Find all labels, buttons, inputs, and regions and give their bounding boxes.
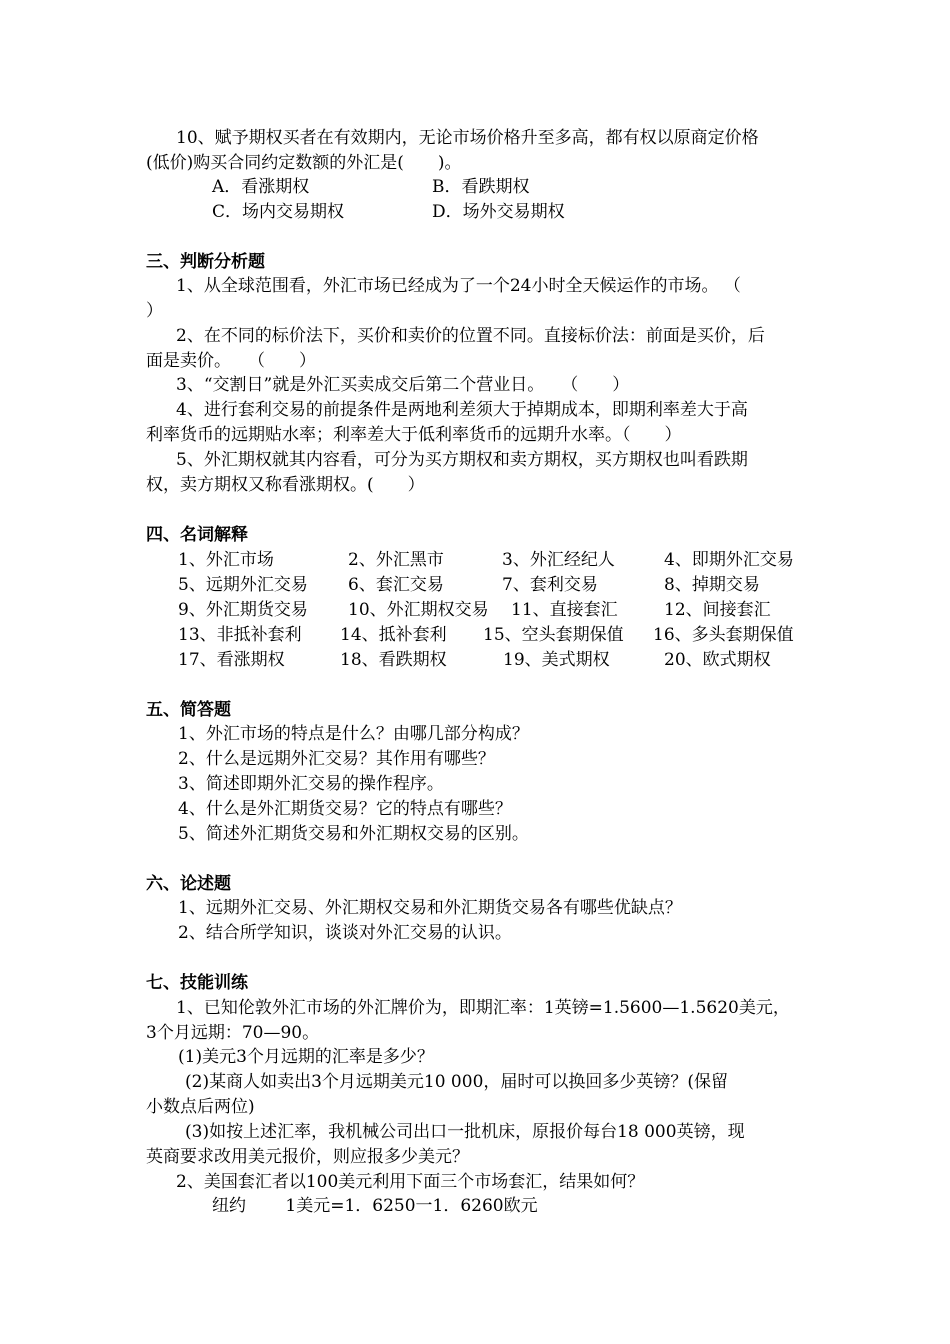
q10-line-2: (低价)购买合同约定数额的外汇是( )。 (146, 153, 462, 173)
s7-p1-line-1: 1、已知伦敦外汇市场的外汇牌价为，即期汇率：1英镑=1.5600—1.5620美元， (176, 998, 790, 1018)
s3-q2-line-2: 面是卖价。 （ ） (146, 351, 316, 371)
s3-q5-line-1: 5、外汇期权就其内容看，可分为买方期权和卖方期权，买方期权也叫看跌期 (176, 450, 748, 470)
term-item: 9、外汇期货交易 (178, 600, 308, 620)
term-item: 4、即期外汇交易 (664, 550, 794, 570)
s5-item-5: 5、简述外汇期货交易和外汇期权交易的区别。 (178, 824, 529, 844)
term-item: 14、抵补套利 (340, 625, 447, 645)
term-item: 16、多头套期保值 (653, 625, 794, 645)
term-item: 6、套汇交易 (348, 575, 444, 595)
s3-q3: 3、“交割日”就是外汇买卖成交后第二个营业日。 （ ） (176, 375, 630, 395)
s7-p1-q1: (1)美元3个月远期的汇率是多少？ (178, 1047, 434, 1067)
term-item: 8、掉期交易 (664, 575, 760, 595)
term-item: 3、外汇经纪人 (502, 550, 615, 570)
section-4-title: 四、名词解释 (146, 525, 248, 545)
term-item: 19、美式期权 (503, 650, 610, 670)
s7-p1-q3-line-1: (3)如按上述汇率，我机械公司出口一批机床，原报价每台18 000英镑，现 (185, 1122, 745, 1142)
term-item: 7、套利交易 (502, 575, 598, 595)
term-item: 17、看涨期权 (178, 650, 285, 670)
s3-q1-line-2: ） (146, 301, 163, 321)
s6-item-2: 2、结合所学知识，谈谈对外汇交易的认识。 (178, 923, 512, 943)
s3-q2-line-1: 2、在不同的标价法下，买价和卖价的位置不同。直接标价法：前面是买价，后 (176, 326, 765, 346)
q10-option-a: A．看涨期权 (212, 177, 310, 197)
s5-item-3: 3、简述即期外汇交易的操作程序。 (178, 774, 444, 794)
s3-q5-line-2: 权，卖方期权又称看涨期权。( ） (146, 475, 425, 495)
q10-line-1: 10、赋予期权买者在有效期内，无论市场价格升至多高，都有权以原商定价格 (176, 128, 759, 148)
term-item: 18、看跌期权 (340, 650, 447, 670)
q10-option-c: C．场内交易期权 (212, 202, 345, 222)
s7-p2-rate-newyork: 纽约 1美元=1．6250一1．6260欧元 (212, 1196, 538, 1216)
q10-option-b: B．看跌期权 (432, 177, 530, 197)
section-5-title: 五、简答题 (146, 700, 231, 720)
s3-q4-line-1: 4、进行套利交易的前提条件是两地利差须大于掉期成本，即期利率差大于高 (176, 400, 748, 420)
s7-p1-q2-line-2: 小数点后两位) (146, 1097, 255, 1117)
s5-item-4: 4、什么是外汇期货交易？它的特点有哪些？ (178, 799, 512, 819)
term-item: 13、非抵补套利 (178, 625, 302, 645)
s3-q1-line-1: 1、从全球范围看，外汇市场已经成为了一个24小时全天候运作的市场。 （ (176, 276, 741, 296)
s3-q4-line-2: 利率货币的远期贴水率；利率差大于低利率货币的远期升水率。（ ） (146, 425, 682, 445)
s5-item-2: 2、什么是远期外汇交易？其作用有哪些？ (178, 749, 495, 769)
term-item: 10、外汇期权交易 (348, 600, 489, 620)
s6-item-1: 1、远期外汇交易、外汇期权交易和外汇期货交易各有哪些优缺点？ (178, 898, 682, 918)
section-3-title: 三、判断分析题 (146, 252, 265, 272)
term-item: 1、外汇市场 (178, 550, 274, 570)
term-item: 11、直接套汇 (511, 600, 618, 620)
s7-p1-q2-line-1: (2)某商人如卖出3个月远期美元10 000，届时可以换回多少英镑？(保留 (185, 1072, 729, 1092)
s7-p1-q3-line-2: 英商要求改用美元报价，则应报多少美元？ (146, 1147, 469, 1167)
section-7-title: 七、技能训练 (146, 973, 248, 993)
q10-option-d: D．场外交易期权 (432, 202, 565, 222)
s7-p2: 2、美国套汇者以100美元利用下面三个市场套汇，结果如何？ (176, 1172, 645, 1192)
term-item: 12、间接套汇 (664, 600, 771, 620)
term-item: 2、外汇黑市 (348, 550, 444, 570)
s5-item-1: 1、外汇市场的特点是什么？由哪几部分构成？ (178, 724, 529, 744)
section-6-title: 六、论述题 (146, 874, 231, 894)
s7-p1-line-2: 3个月远期：70—90。 (146, 1023, 320, 1043)
term-item: 5、远期外汇交易 (178, 575, 308, 595)
term-item: 20、欧式期权 (664, 650, 771, 670)
term-item: 15、空头套期保值 (483, 625, 624, 645)
